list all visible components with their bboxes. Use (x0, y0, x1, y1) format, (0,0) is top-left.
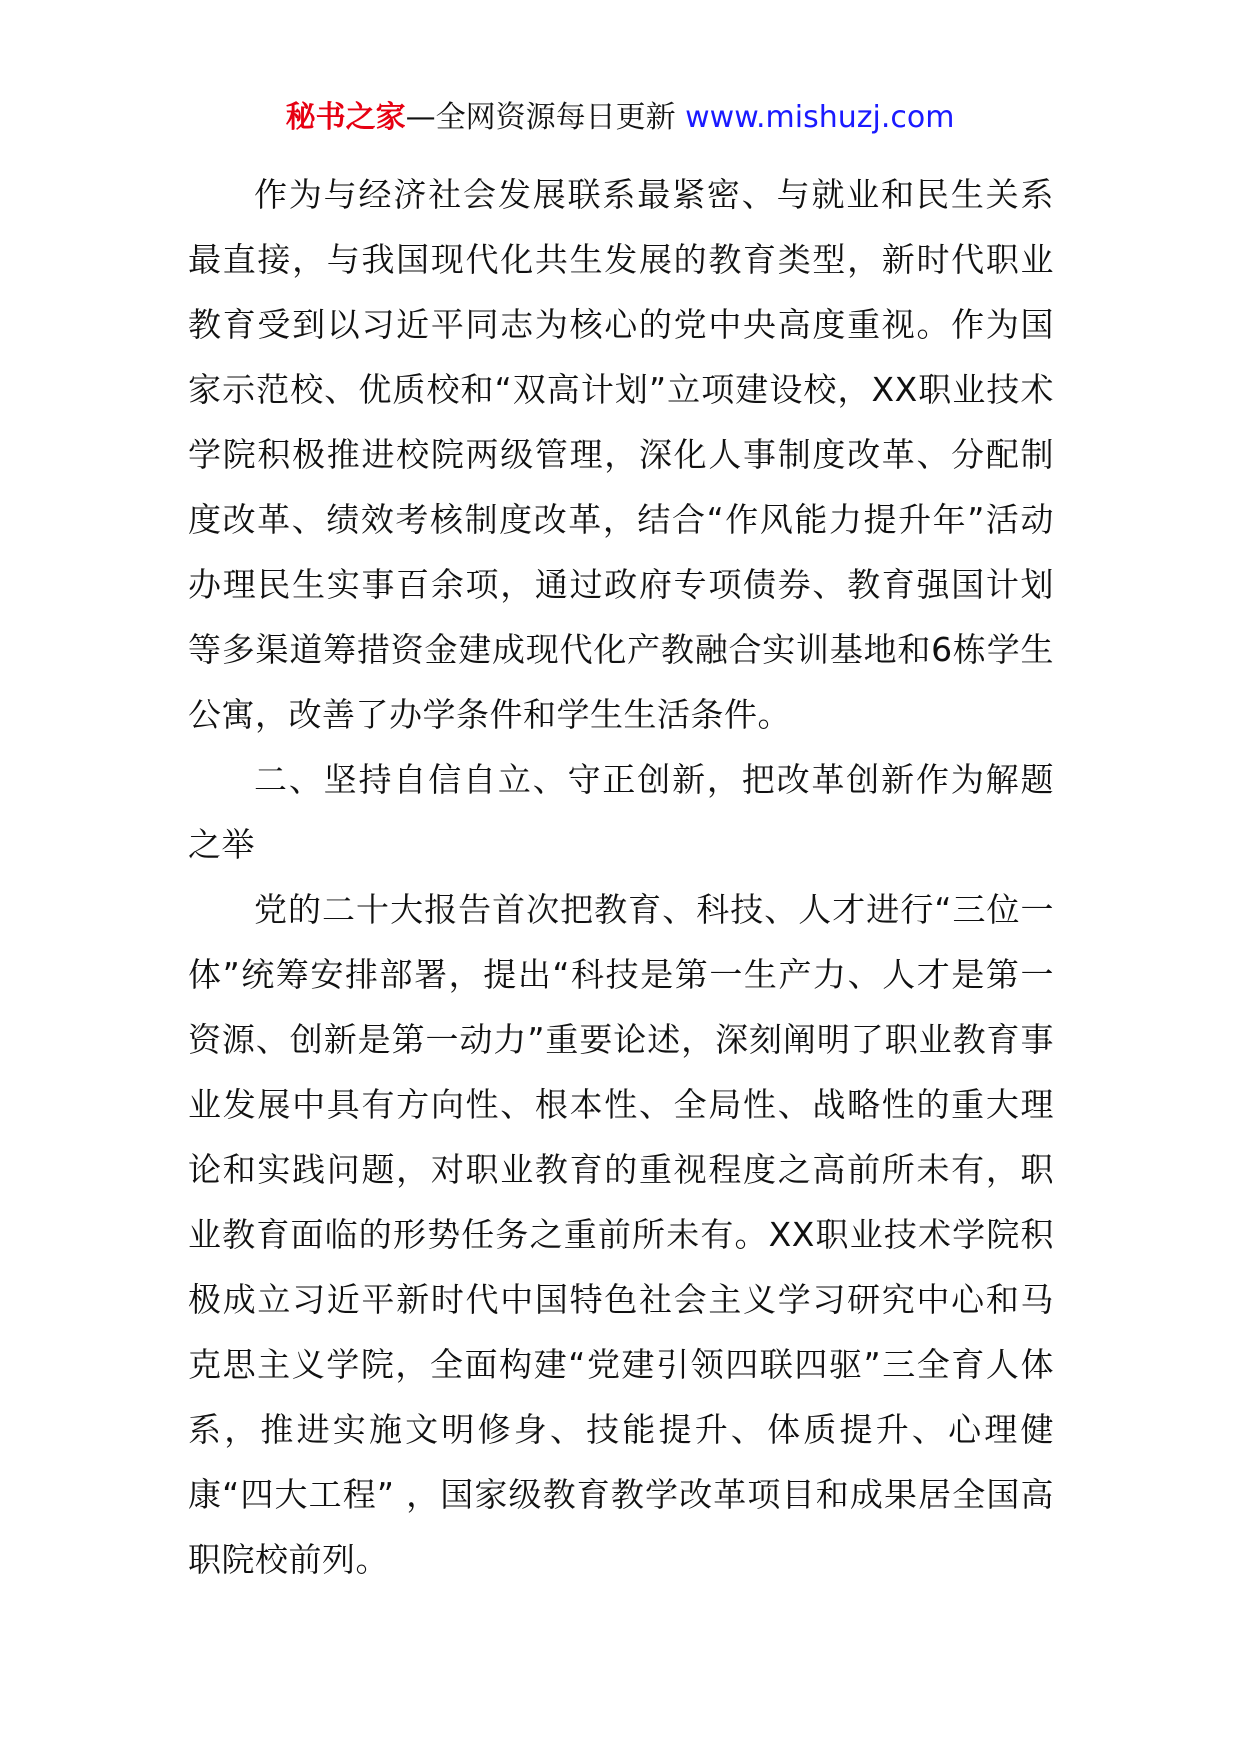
paragraph-1: 作为与经济社会发展联系最紧密、与就业和民生关系最直接，与我国现代化共生发展的教育类型，新时代职业教育受到以习近平同志为核心的党中央高度重视。作为国家示范校、优质校和“双高计划”立项建设校，XX职业技术学院积极推进校院两级管理，深化人事制度改革、分配制度改革、绩效考核制度改革，结合“作风能力提升年”活动办理民生实事百余项，通过政府专项债券、教育强国计划等多渠道筹措资金建成现代化产教融合实训基地和6栋学生公寓，改善了办学条件和学生生活条件。 (188, 175, 1054, 734)
paragraph-2: 党的二十大报告首次把教育、科技、人才进行“三位一体”统筹安排部署，提出“科技是第一生产力、人才是第一资源、创新是第一动力”重要论述，深刻阐明了职业教育事业发展中具有方向性、根本性、全局性、战略性的重大理论和实践问题，对职业教育的重视程度之高前所未有，职业教育面临的形势任务之重前所未有。XX职业技术学院积极成立习近平新时代中国特色社会主义学习研究中心和马克思主义学院，全面构建“党建引领四联四驱”三全育人体系，推进实施文明修身、技能提升、体质提升、心理健康“四大工程” ，国家级教育教学改革项目和成果居全国高职院校前列。 (188, 890, 1054, 1579)
header-slogan: —全网资源每日更新 (405, 100, 676, 135)
page-header (0, 98, 1240, 138)
document-body (188, 162, 1054, 1592)
header-brand: 秘书之家 (285, 100, 406, 135)
header-url-link[interactable]: www.mishuzj.com (685, 100, 955, 135)
section-heading-2: 二、坚持自信自立、守正创新，把改革创新作为解题之举 (188, 760, 1054, 864)
